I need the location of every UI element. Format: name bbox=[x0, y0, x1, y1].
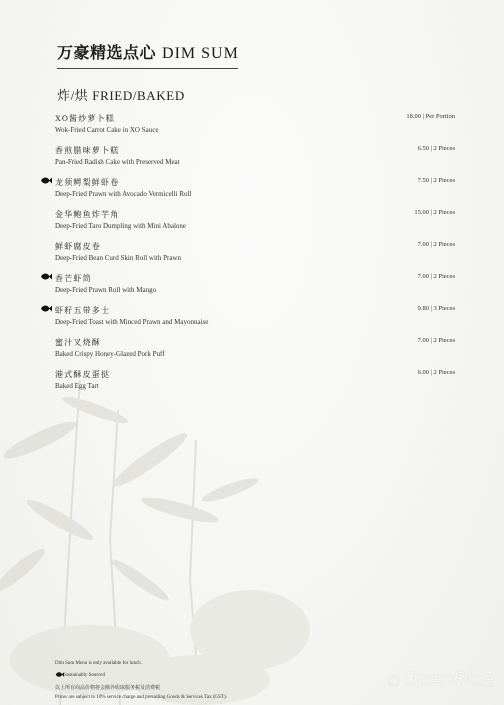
openrice-watermark bbox=[388, 668, 494, 690]
item-price: 18.00 | Per Portion bbox=[406, 113, 455, 120]
item-name-zh: 香煎腊味萝卜糕 bbox=[55, 146, 120, 155]
sustainable-fish-icon bbox=[40, 304, 52, 313]
item-name-zh: 香芒虾筒 bbox=[55, 274, 92, 283]
title-divider bbox=[57, 68, 238, 69]
menu-item bbox=[55, 113, 455, 139]
menu-item bbox=[55, 369, 455, 395]
item-name-en: Baked Crispy Honey-Glazed Pork Puff bbox=[55, 350, 165, 358]
item-price: 9.80 | 3 Pieces bbox=[417, 305, 455, 312]
menu-item bbox=[55, 145, 455, 171]
item-price: 15.00 | 2 Pieces bbox=[414, 209, 455, 216]
menu-title-zh: 万豪精选点心 bbox=[57, 45, 157, 62]
item-name-zh: 虾籽五带多士 bbox=[55, 306, 111, 315]
item-name-en: Deep-Fried Taro Dumpling with Mini Abalone bbox=[55, 222, 187, 230]
item-name-en: Deep-Fried Bean Curd Skin Roll with Prawn bbox=[55, 254, 181, 262]
menu-item bbox=[55, 273, 455, 299]
item-name-zh: 金华鲍鱼炸芋角 bbox=[55, 210, 120, 219]
item-price: 7.00 | 2 Pieces bbox=[417, 337, 455, 344]
openrice-logo-icon: ◉ bbox=[387, 671, 401, 689]
lunch-note: Dim Sum Menu is only available for lunch. bbox=[55, 661, 142, 666]
item-price: 7.00 | 2 Pieces bbox=[417, 241, 455, 248]
item-name-zh: 蜜汁叉烧酥 bbox=[55, 338, 101, 347]
sustainable-legend: Sustainably Sourced bbox=[64, 673, 105, 678]
price-note-en: Prices are subject to 10% service charge and prevailing Goods & Services Tax (GST). bbox=[55, 695, 227, 700]
item-name-zh: 鲜虾腐皮卷 bbox=[55, 242, 101, 251]
sustainable-fish-icon bbox=[40, 176, 52, 185]
section-heading: 炸/烘 FRIED/BAKED bbox=[57, 88, 185, 103]
bamboo-painting bbox=[0, 380, 330, 705]
item-price: 7.50 | 2 Pieces bbox=[417, 177, 455, 184]
menu-title-en: DIM SUM bbox=[162, 45, 239, 62]
item-name-zh: 港式酥皮蛋挞 bbox=[55, 370, 111, 379]
item-price: 7.00 | 2 Pieces bbox=[417, 273, 455, 280]
item-price: 6.50 | 2 Pieces bbox=[417, 145, 455, 152]
item-name-en: Deep-Fried Prawn with Avocado Vermicelli Roll bbox=[55, 190, 192, 198]
menu-item bbox=[55, 209, 455, 235]
item-name-zh: 龙须鳄梨鲜虾卷 bbox=[55, 178, 120, 187]
item-name-zh: XO酱炒萝卜糕 bbox=[55, 114, 115, 123]
menu-title bbox=[57, 40, 238, 63]
item-name-en: Deep-Fried Toast with Minced Prawn and Mayonnaise bbox=[55, 318, 209, 326]
menu-item bbox=[55, 177, 455, 203]
menu-item bbox=[55, 241, 455, 267]
menu-item bbox=[55, 305, 455, 331]
item-name-en: Deep-Fried Prawn Roll with Mango bbox=[55, 286, 157, 294]
item-name-en: Wok-Fried Carrot Cake in XO Sauce bbox=[55, 126, 159, 134]
menu-item bbox=[55, 337, 455, 363]
price-note-zh: 以上所有商品价格将会额外收取服务税及消费税 bbox=[55, 686, 161, 691]
sustainable-fish-icon bbox=[55, 671, 64, 678]
watermark-text: OpenRice bbox=[402, 668, 494, 690]
menu-header bbox=[57, 40, 238, 69]
item-name-en: Pan-Fried Radish Cake with Preserved Meat bbox=[55, 158, 180, 166]
sustainable-fish-icon bbox=[40, 272, 52, 281]
item-name-en: Baked Egg Tart bbox=[55, 382, 99, 390]
item-price: 6.00 | 2 Pieces bbox=[417, 369, 455, 376]
